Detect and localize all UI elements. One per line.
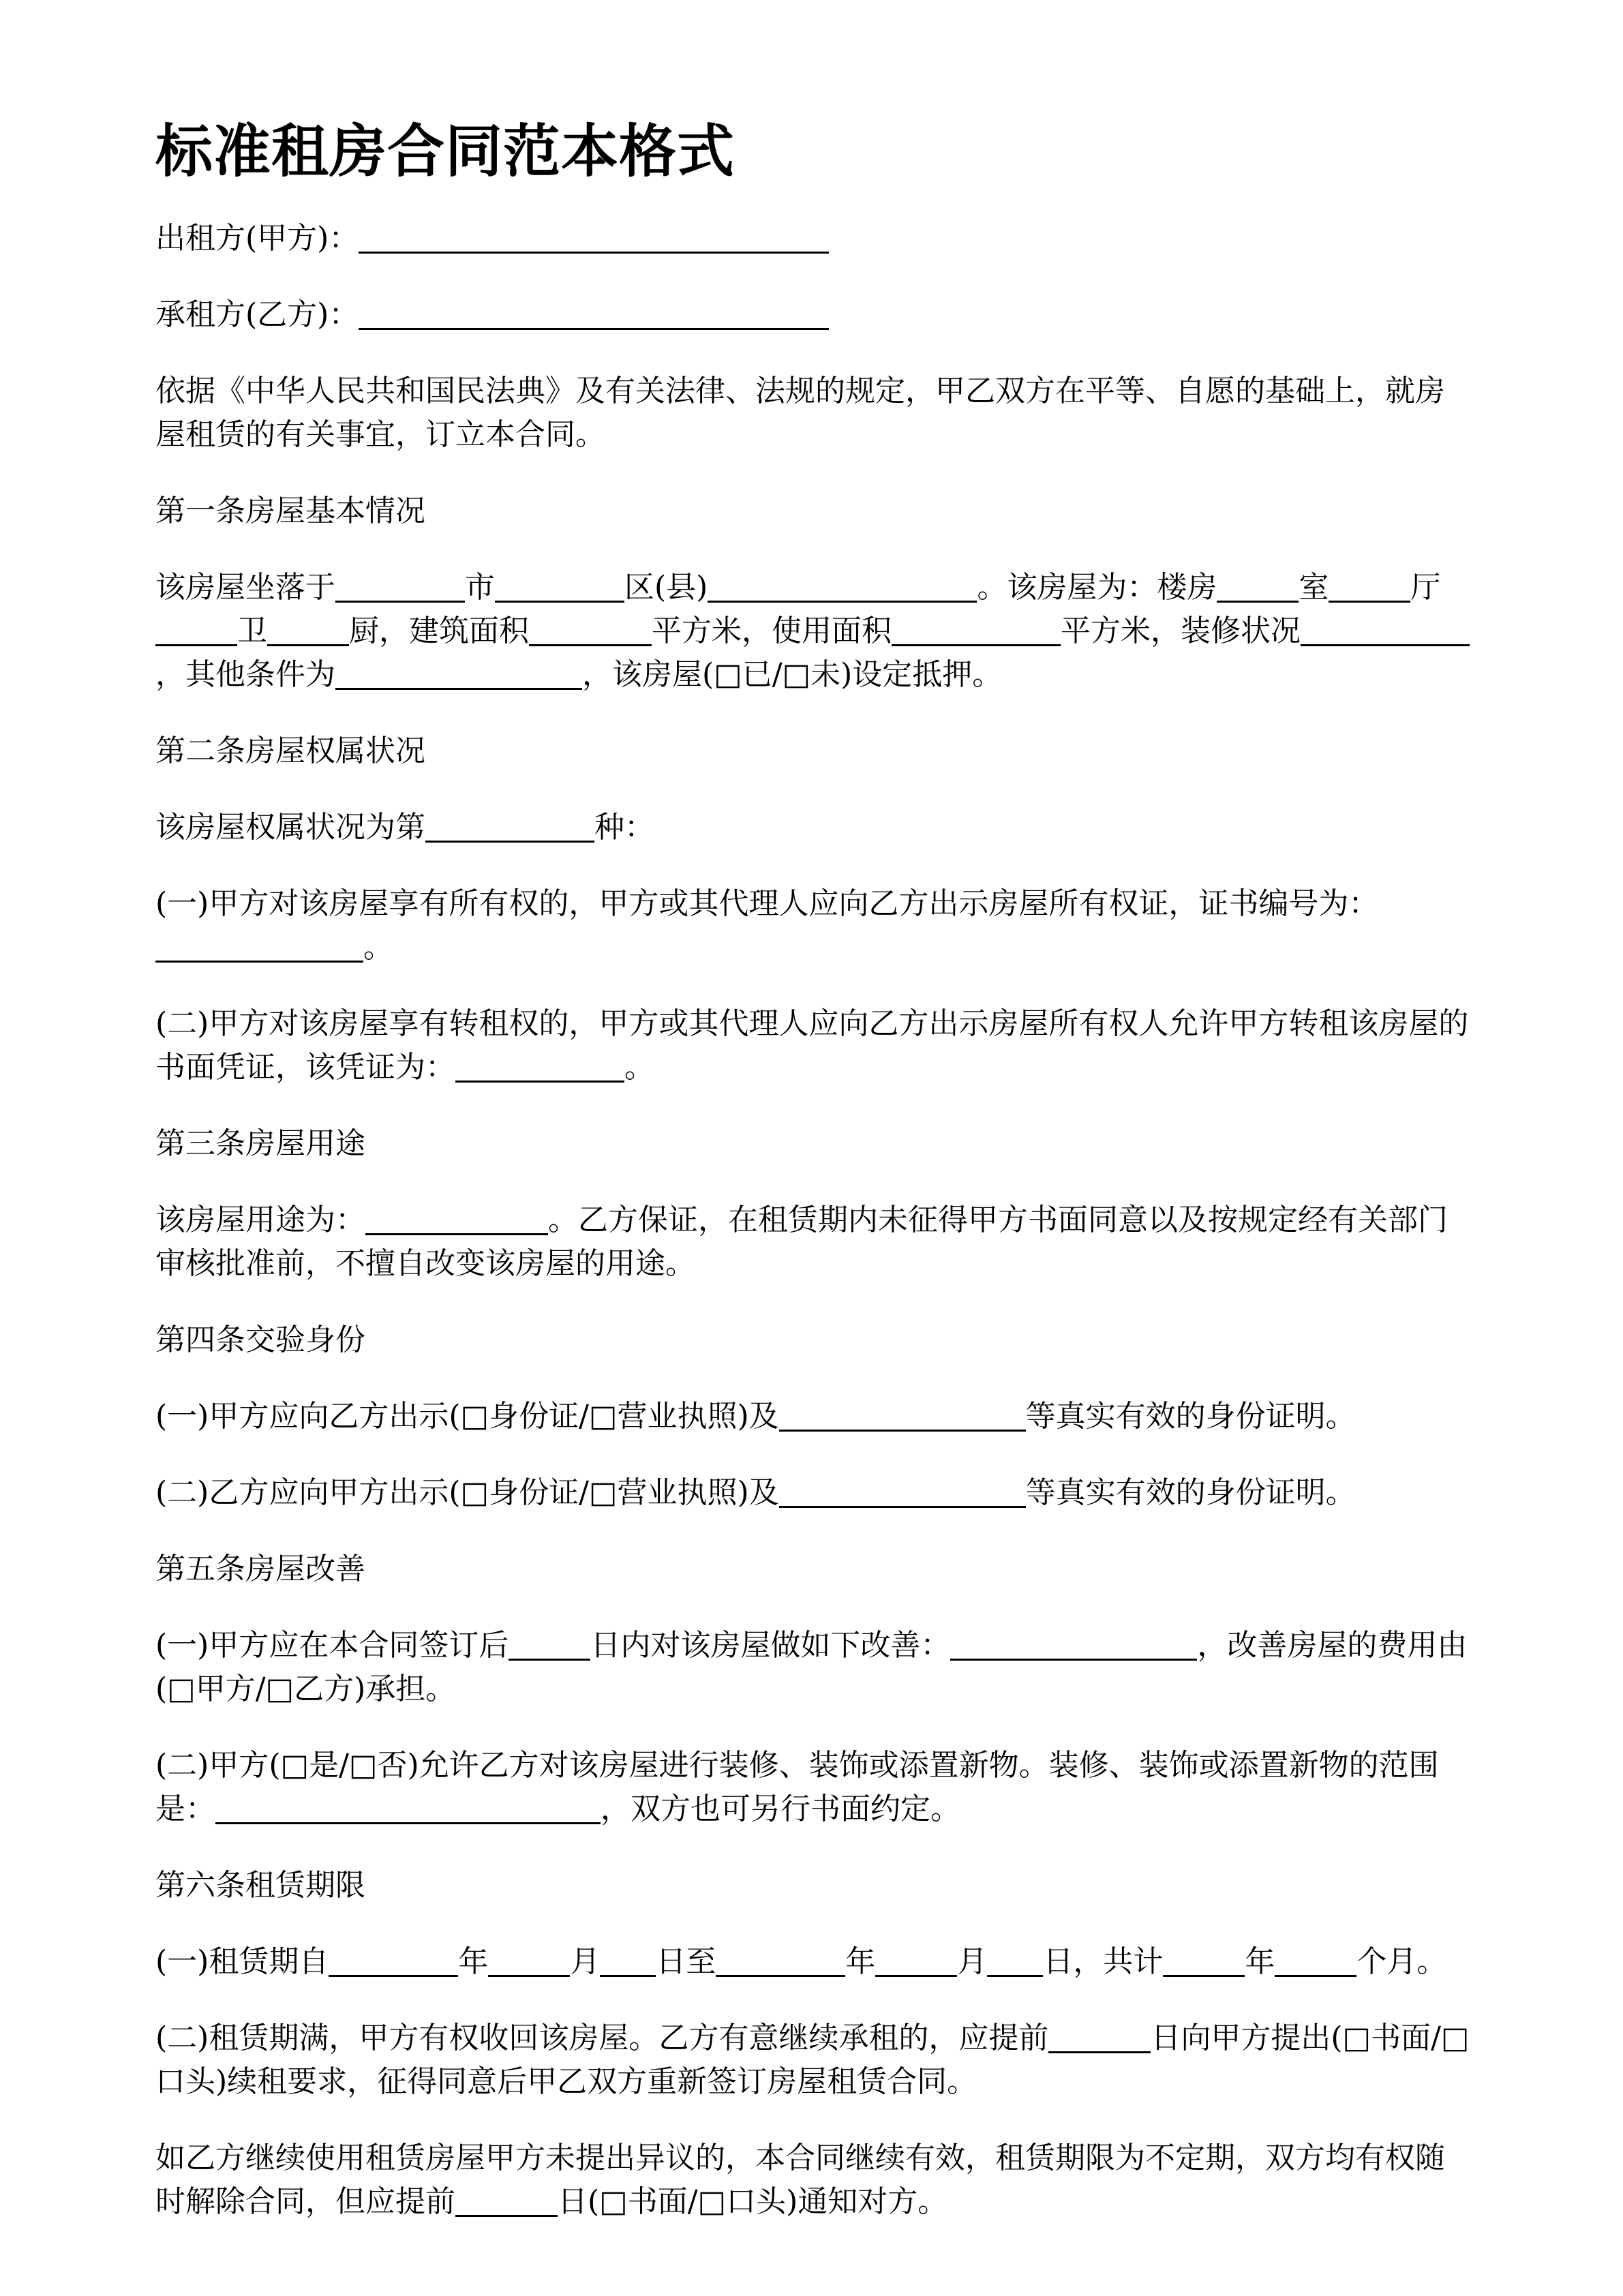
document-title: 标准租房合同范本格式	[155, 118, 735, 185]
blank-field[interactable]	[267, 614, 349, 646]
blank-field[interactable]	[1163, 1945, 1245, 1977]
line-text: ，其他条件为	[155, 657, 335, 692]
term-clause-2	[155, 2016, 1471, 2104]
line-text: 厅	[1410, 570, 1441, 605]
line-text: 卫	[237, 614, 267, 648]
identity-clause-2	[155, 1471, 1471, 1515]
blank-field[interactable]	[329, 1945, 458, 1977]
line-text: 年	[1245, 1944, 1275, 1979]
line-text: 平方米，装修状况	[1061, 614, 1301, 648]
line-text: 等真实有效的身份证明。	[1025, 1399, 1356, 1434]
blank-field[interactable]	[488, 1945, 570, 1977]
blank-field[interactable]	[455, 1051, 624, 1083]
line-text: 日至	[656, 1944, 716, 1979]
line-text: 承租方(乙方)：	[155, 297, 359, 332]
term-clause-1	[155, 1940, 1471, 1984]
blank-field[interactable]	[1217, 571, 1299, 603]
article-3-heading: 第三条房屋用途	[155, 1126, 365, 1161]
blank-field[interactable]	[359, 298, 829, 330]
blank-field[interactable]	[359, 222, 829, 254]
identity-clause-1	[155, 1395, 1471, 1438]
blank-field[interactable]	[495, 571, 624, 603]
line-text: 月	[957, 1944, 988, 1979]
blank-field[interactable]	[529, 614, 652, 646]
line-text: 年	[458, 1944, 489, 1979]
document-body	[155, 217, 1471, 2256]
blank-field[interactable]	[455, 2185, 558, 2217]
article-5-heading: 第五条房屋改善	[155, 1552, 365, 1586]
article-4-heading: 第四条交验身份	[155, 1323, 365, 1357]
article-6-heading: 第六条租赁期限	[155, 1868, 365, 1903]
blank-field[interactable]	[708, 571, 977, 603]
ownership-clause-1	[155, 882, 1471, 969]
line-text: (一)甲方应在本合同签订后	[155, 1628, 509, 1663]
lessor-line	[155, 217, 1471, 260]
blank-field[interactable]	[335, 658, 582, 690]
blank-field[interactable]	[1275, 1945, 1356, 1977]
line-text: 日内对该房屋做如下改善：	[590, 1628, 951, 1663]
blank-field[interactable]	[215, 1792, 601, 1824]
blank-field[interactable]	[425, 811, 594, 843]
line-text: 该房屋权属状况为第	[155, 810, 425, 845]
blank-field[interactable]	[716, 1945, 845, 1977]
line-text: 市	[465, 570, 495, 605]
line-text: 日向甲方提出(□书面/□口头)续租要求，征得同意后甲乙双方重新签订房屋租赁合同。	[155, 2021, 1470, 2099]
usage-clause	[155, 1198, 1471, 1286]
blank-field[interactable]	[509, 1629, 590, 1661]
line-text: 该房屋用途为：	[155, 1203, 365, 1237]
line-text: ，该房屋(□已/□未)设定抵押。	[582, 657, 1003, 692]
lessee-line	[155, 293, 1471, 337]
ownership-type-line	[155, 806, 1471, 849]
blank-field[interactable]	[1301, 614, 1470, 646]
line-text: ，双方也可另行书面约定。	[601, 1792, 960, 1826]
line-text: (一)租赁期自	[155, 1944, 329, 1979]
term-clause-3	[155, 2136, 1471, 2224]
line-text: (一)甲方应向乙方出示(□身份证/□营业执照)及	[155, 1399, 779, 1434]
improvement-clause-1	[155, 1624, 1471, 1711]
line-text: ，改善房屋的费用由(□甲方/□乙方)承担。	[155, 1628, 1468, 1706]
line-text: (二)乙方应向甲方出示(□身份证/□营业执照)及	[155, 1475, 779, 1510]
line-text: (二)甲方(□是/□否)允许乙方对该房屋进行装修、装饰或添置新物。装修、装饰或添置新物的范围是：	[155, 1748, 1439, 1826]
blank-field[interactable]	[155, 931, 363, 963]
line-text: 日(□书面/□口头)通知对方。	[558, 2184, 948, 2219]
improvement-clause-2	[155, 1744, 1471, 1831]
blank-field[interactable]	[892, 614, 1061, 646]
line-text: 厨，建筑面积	[349, 614, 529, 648]
blank-field[interactable]	[335, 571, 465, 603]
line-text: 如乙方继续使用租赁房屋甲方未提出异议的，本合同继续有效，租赁期限为不定期，双方均有权随时解除合同，但应提前	[155, 2141, 1445, 2219]
blank-field[interactable]	[987, 1945, 1043, 1977]
line-text: (二)甲方对该房屋享有转租权的，甲方或其代理人应向乙方出示房屋所有权人允许甲方转租该房屋的书面凭证，该凭证为：	[155, 1006, 1469, 1085]
line-text: 个月。	[1356, 1944, 1447, 1979]
line-text: 等真实有效的身份证明。	[1025, 1475, 1356, 1510]
blank-field[interactable]	[779, 1476, 1026, 1508]
ownership-clause-2	[155, 1002, 1471, 1089]
line-text: 月	[570, 1944, 601, 1979]
article-1-paragraph	[155, 566, 1471, 697]
line-text: 该房屋坐落于	[155, 570, 335, 605]
blank-field[interactable]	[875, 1945, 957, 1977]
preamble-paragraph: 依据《中华人民共和国民法典》及有关法律、法规的规定，甲乙双方在平等、自愿的基础上，就房屋租赁的有关事宜，订立本合同。	[155, 374, 1445, 452]
line-text: 。乙方保证，在租赁期内未征得甲方书面同意以及按规定经有关部门审核批准前，不擅自改变该房屋的用途。	[155, 1203, 1448, 1281]
blank-field[interactable]	[1329, 571, 1410, 603]
blank-field[interactable]	[779, 1400, 1026, 1432]
blank-field[interactable]	[950, 1629, 1197, 1661]
line-text: 。该房屋为：楼房	[977, 570, 1217, 605]
line-text: 种：	[594, 810, 654, 845]
line-text: (一)甲方对该房屋享有所有权的，甲方或其代理人应向乙方出示房屋所有权证，证书编号为：	[155, 886, 1379, 921]
line-text: 日，共计	[1043, 1944, 1164, 1979]
line-text: (二)租赁期满，甲方有权收回该房屋。乙方有意继续承租的，应提前	[155, 2021, 1049, 2055]
blank-field[interactable]	[155, 614, 237, 646]
article-1-heading: 第一条房屋基本情况	[155, 494, 425, 528]
blank-field[interactable]	[1048, 2021, 1151, 2053]
line-text: 出租方(甲方)：	[155, 221, 359, 256]
line-text: 区(县)	[624, 570, 708, 605]
line-text: 。	[363, 930, 393, 965]
line-text: 年	[845, 1944, 876, 1979]
line-text: 。	[624, 1050, 654, 1085]
line-text: 平方米，使用面积	[652, 614, 892, 648]
blank-field[interactable]	[365, 1203, 548, 1235]
article-2-heading: 第二条房屋权属状况	[155, 734, 425, 768]
blank-field[interactable]	[600, 1945, 656, 1977]
line-text: 室	[1299, 570, 1329, 605]
